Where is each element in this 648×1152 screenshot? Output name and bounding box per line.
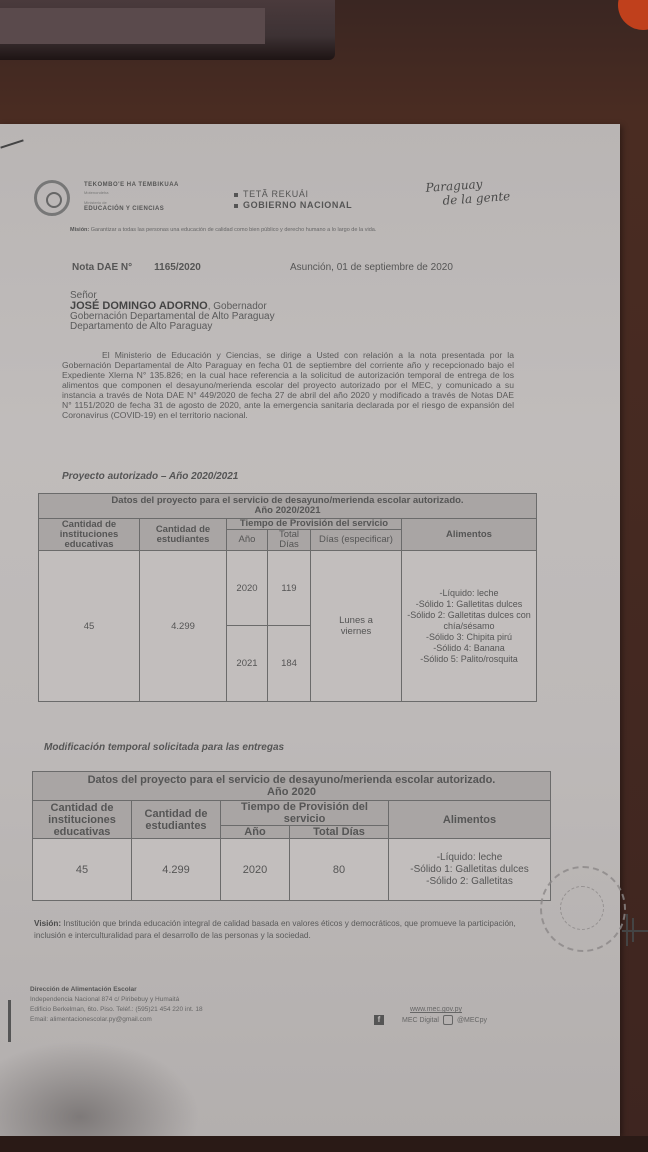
modification-table: [32, 771, 551, 901]
cell-total-dias-2020: 119: [268, 551, 311, 626]
footer-url: www.mec.gov.py: [410, 1006, 462, 1013]
cell-anio-2021: 2021: [227, 626, 268, 702]
national-seal-icon: [34, 180, 70, 216]
footer-social-handle: @MECpy: [456, 1016, 488, 1024]
note-label: Nota DAE N°: [72, 262, 133, 273]
body-paragraph: El Ministerio de Educación y Ciencias, se dirige a Usted con relación a la nota presentada por la Gobernación Departamental de Alto Paraguay en fecha 01 de septiembre del corriente año y recepcionado bajo el Expediente Xlerna N° 135.826; en la cual hace referencia a la solicitud de autorización temporal de entrega de los alimentos que componen el desayuno/merienda escolar del proyecto autorizado por el MEC, y comunicado a su instancia a través de Nota DAE N° 449/2020 de fecha 27 de abril del año 2020 y modificado a través de Notas DAE N° 1151/2020 de fecha 31 de agosto de 2020, ante la emergencia sanitaria declarada por el riesgo de expansión del Coronavirus (COVID-19) en el territorio nacional.: [62, 350, 514, 420]
header-estudiantes: Cantidad de estudiantes: [132, 801, 221, 839]
addressee-org: Gobernación Departamental de Alto Paraguay: [70, 311, 275, 322]
header-estudiantes: Cantidad de estudiantes: [140, 519, 227, 551]
footer-accent-bar: [8, 1000, 11, 1042]
section-title-authorized: Proyecto autorizado – Año 2020/2021: [62, 471, 239, 482]
header-tiempo: Tiempo de Provisión del servicio: [227, 519, 402, 530]
header-dias: Días (especificar): [311, 530, 402, 551]
footer-contact: [30, 985, 203, 1025]
header-total-dias: Total Días: [268, 530, 311, 551]
addressee-dept: Departamento de Alto Paraguay: [70, 321, 213, 332]
table-caption: [33, 772, 551, 801]
table-caption-line-2: Año 2020: [267, 786, 316, 798]
slogan-line-1: Paraguay: [425, 176, 483, 195]
mission-statement: [70, 226, 520, 235]
official-stamp-icon: [540, 866, 626, 952]
cell-instituciones: 45: [33, 839, 132, 901]
cell-anio-2020: 2020: [227, 551, 268, 626]
section-title-modification: Modificación temporal solicitada para las entregas: [44, 742, 285, 753]
header-alimentos: Alimentos: [389, 801, 551, 839]
food-item: -Líquido: leche: [436, 851, 503, 863]
bullet-icon: [234, 193, 238, 197]
cell-total-dias: 80: [290, 839, 389, 901]
note-date: Asunción, 01 de septiembre de 2020: [290, 262, 453, 273]
orange-object: [618, 0, 648, 30]
footer-email: Email: alimentacionescolar.py@gmail.com: [30, 1016, 152, 1023]
food-item: -Sólido 1: Galletitas dulces: [410, 863, 529, 875]
addressee-role: , Gobernador: [207, 301, 267, 312]
footer-dept: Dirección de Alimentación Escolar: [30, 986, 137, 993]
food-item: -Sólido 1: Galletitas dulces: [415, 598, 523, 609]
header-instituciones: Cantidad de instituciones educativas: [39, 519, 140, 551]
table-caption-line-2: Año 2020/2021: [254, 505, 321, 516]
slogan-logo: [425, 175, 511, 209]
letterhead: [34, 178, 574, 220]
facebook-icon: f: [374, 1015, 384, 1025]
cell-anio: 2020: [221, 839, 290, 901]
table-caption-line-1: Datos del proyecto para el servicio de desayuno/merienda escolar autorizado.: [111, 495, 464, 506]
cell-instituciones: 45: [39, 551, 140, 702]
vision-statement: [34, 918, 534, 942]
authorized-project-table: [38, 493, 537, 702]
table-caption-line-1: Datos del proyecto para el servicio de desayuno/merienda escolar autorizado.: [87, 774, 496, 786]
header-anio: Año: [227, 530, 268, 551]
footer-address-1: Independencia Nacional 874 c/ Piribebuy y Humaitá: [30, 996, 180, 1003]
header-tiempo: Tiempo de Provisión del servicio: [221, 801, 389, 826]
paper-shadow: [0, 1040, 200, 1136]
note-number: 1165/2020: [154, 262, 201, 273]
vision-text: Institución que brinda educación integral de calidad basada en valores éticos y democráticos, que promueve la participación, inclusión e interculturalidad para el desarrollo de las personas y la sociedad.: [34, 919, 516, 940]
gov-line-spanish-text: GOBIERNO NACIONAL: [243, 200, 353, 210]
header-instituciones: Cantidad de instituciones educativas: [33, 801, 132, 839]
ministry-name: EDUCACIÓN Y CIENCIAS: [84, 206, 165, 212]
header-anio: Año: [221, 826, 290, 839]
slogan-line-2: de la gente: [442, 189, 511, 208]
cell-estudiantes: 4.299: [132, 839, 221, 901]
mission-text: Garantizar a todas las personas una educación de calidad como bien público y derecho humano a lo largo de la vida.: [89, 227, 377, 233]
cell-total-dias-2021: 184: [268, 626, 311, 702]
food-item: -Sólido 2: Galletitas dulces con chía/sésamo: [407, 609, 531, 631]
cell-alimentos: [389, 839, 551, 901]
gov-line-spanish: [234, 200, 352, 210]
cell-estudiantes: 4.299: [140, 551, 227, 702]
salutation: Señor: [70, 290, 97, 301]
vision-label: Visión:: [34, 919, 62, 928]
footer-social-line: [374, 1015, 487, 1026]
footer-social-fb: MEC Digital: [402, 1016, 439, 1024]
header-alimentos: Alimentos: [402, 519, 537, 551]
food-item: -Sólido 2: Galletitas: [426, 875, 513, 887]
food-item: -Sólido 4: Banana: [433, 642, 505, 653]
gov-line-guarani-text: TETÃ REKUÁI: [243, 189, 309, 199]
cell-dias: Lunes a viernes: [311, 551, 402, 702]
cell-alimentos: [402, 551, 537, 702]
binder-spine: [0, 8, 265, 44]
mission-label: Misión:: [70, 227, 90, 233]
footer-web-social: [374, 1005, 487, 1026]
ministry-guarani-name: TEKOMBO'E HA TEMBIKUAA: [84, 182, 179, 188]
gov-line-guarani: [234, 189, 309, 199]
table-caption: [39, 494, 537, 519]
binder-background: [0, 0, 335, 60]
food-item: -Sólido 3: Chipita pirú: [425, 631, 513, 642]
bullet-icon: [234, 204, 238, 208]
addressee-name: JOSÉ DOMINGO ADORNO: [70, 300, 208, 312]
note-header: [72, 262, 532, 273]
table-edge: [0, 1136, 648, 1152]
food-item: -Líquido: leche: [439, 587, 499, 598]
signature-mark: [626, 914, 648, 946]
instagram-icon: [443, 1015, 453, 1025]
ministry-guarani-sub: Motenondeha: [84, 190, 109, 195]
footer-address-2: Edificio Berkelman, 6to. Piso. Teléf.: (595)21 454 220 int. 18: [30, 1006, 203, 1013]
ministry-label: Ministerio de: [84, 200, 107, 205]
addressee-block: [70, 291, 275, 332]
header-total-dias: Total Días: [290, 826, 389, 839]
food-item: -Sólido 5: Palito/rosquita: [420, 653, 518, 664]
